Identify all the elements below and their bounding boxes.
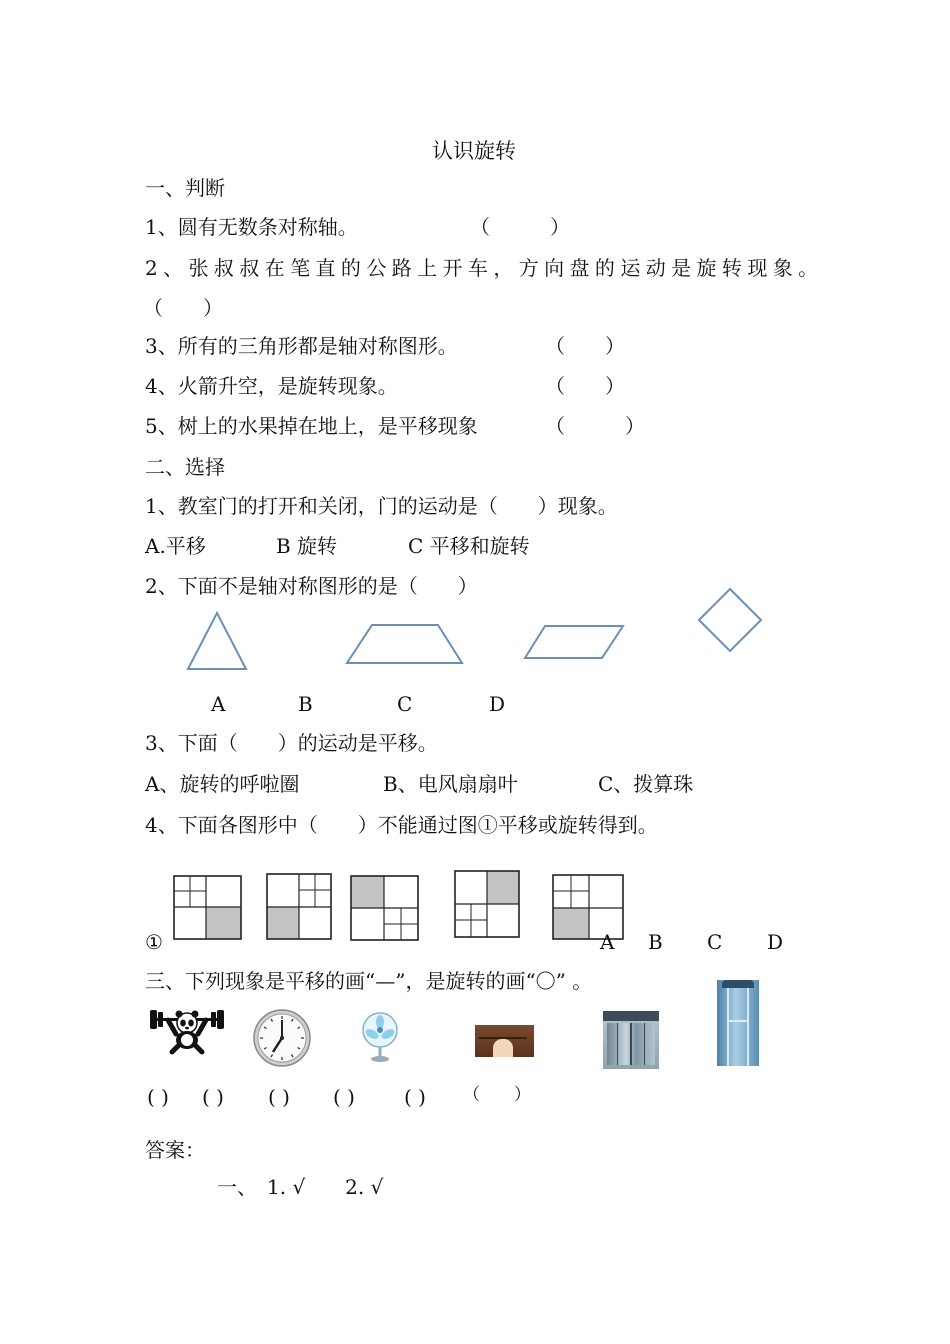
answers-heading: 答案： [145, 1138, 205, 1162]
grid-figure-c[interactable] [452, 868, 522, 940]
choice-q2-label-b: B [298, 692, 313, 716]
choice-q3-option-c[interactable]: C、拨算珠 [598, 772, 694, 796]
choice-q2-label-c: C [397, 692, 413, 716]
grid-figure-b[interactable] [348, 873, 420, 943]
choice-q3: 3、下面（ ）的运动是平移。 [145, 731, 438, 755]
judge-item-5-answer[interactable]: （ ） [545, 414, 645, 438]
choice-q4: 4、下面各图形中（ ）不能通过图①平移或旋转得到。 [145, 813, 658, 837]
choice-q1-option-b[interactable]: B 旋转 [276, 534, 338, 558]
section3-heading: 三、下列现象是平移的画“—”，是旋转的画“〇” 。 [145, 969, 593, 993]
choice-q2: 2、下面不是轴对称图形的是（ ） [145, 574, 478, 598]
choice-q4-label-b: B [648, 930, 663, 954]
phenomenon-answer-1[interactable]: ( ) [147, 1085, 169, 1109]
judge-item-1-answer[interactable]: （ ） [470, 215, 570, 239]
judge-item-3: 3、所有的三角形都是轴对称图形。 [145, 334, 458, 358]
phenomenon-answer-4[interactable]: ( ) [333, 1085, 355, 1109]
answers-line: 一、 1. √ 2. √ [217, 1175, 384, 1199]
choice-q1-option-c[interactable]: C 平移和旋转 [408, 534, 530, 558]
revolving-door-image [603, 1011, 659, 1069]
grid-figure-d[interactable] [551, 873, 626, 941]
choice-q4-label-a: A [600, 930, 615, 954]
judge-item-1: 1、圆有无数条对称轴。 [145, 215, 358, 239]
choice-q3-option-a[interactable]: A、旋转的呼啦圈 [145, 772, 300, 796]
triangle-shape[interactable] [185, 610, 250, 672]
choice-q1-option-a[interactable]: A.平移 [145, 534, 206, 558]
rhombus-shape[interactable] [697, 587, 763, 653]
judge-item-3-answer[interactable]: （ ） [545, 334, 625, 358]
choice-q3-option-b[interactable]: B、电风扇扇叶 [383, 772, 518, 796]
parallelogram-shape[interactable] [522, 623, 626, 661]
judge-item-5: 5、树上的水果掉在地上，是平移现象 [145, 414, 478, 438]
clock-image [251, 1008, 313, 1068]
section2-heading: 二、选择 [145, 455, 225, 479]
choice-q4-label-original: ① [145, 930, 163, 954]
trapezoid-shape[interactable] [344, 622, 466, 666]
judge-item-4: 4、火箭升空，是旋转现象。 [145, 374, 398, 398]
phenomenon-answer-3[interactable]: ( ) [268, 1085, 290, 1109]
grid-figure-1 [172, 874, 244, 942]
choice-q2-label-a: A [211, 692, 226, 716]
drawer-image [475, 1025, 534, 1057]
page-title: 认识旋转 [432, 139, 516, 163]
choice-q2-label-d: D [489, 692, 506, 716]
judge-item-2-answer[interactable]: （ ） [143, 296, 223, 320]
panda-weightlifter-image [150, 1008, 224, 1054]
choice-q1: 1、教室门的打开和关闭，门的运动是（ ）现象。 [145, 494, 618, 518]
phenomenon-answer-5[interactable]: ( ) [404, 1085, 426, 1109]
choice-q4-label-c: C [707, 930, 723, 954]
grid-figure-a[interactable] [264, 872, 334, 942]
section1-heading: 一、判断 [145, 176, 225, 200]
judge-item-4-answer[interactable]: （ ） [545, 374, 625, 398]
phenomenon-answer-2[interactable]: ( ) [202, 1085, 224, 1109]
choice-q4-label-d: D [767, 930, 784, 954]
judge-item-2: 2、张叔叔在笔直的公路上开车，方向盘的运动是旋转现象。 [145, 256, 824, 280]
phenomenon-answer-6[interactable]: （ ） [463, 1085, 531, 1105]
electric-fan-image [359, 1011, 401, 1063]
glass-elevator-image [717, 980, 759, 1066]
